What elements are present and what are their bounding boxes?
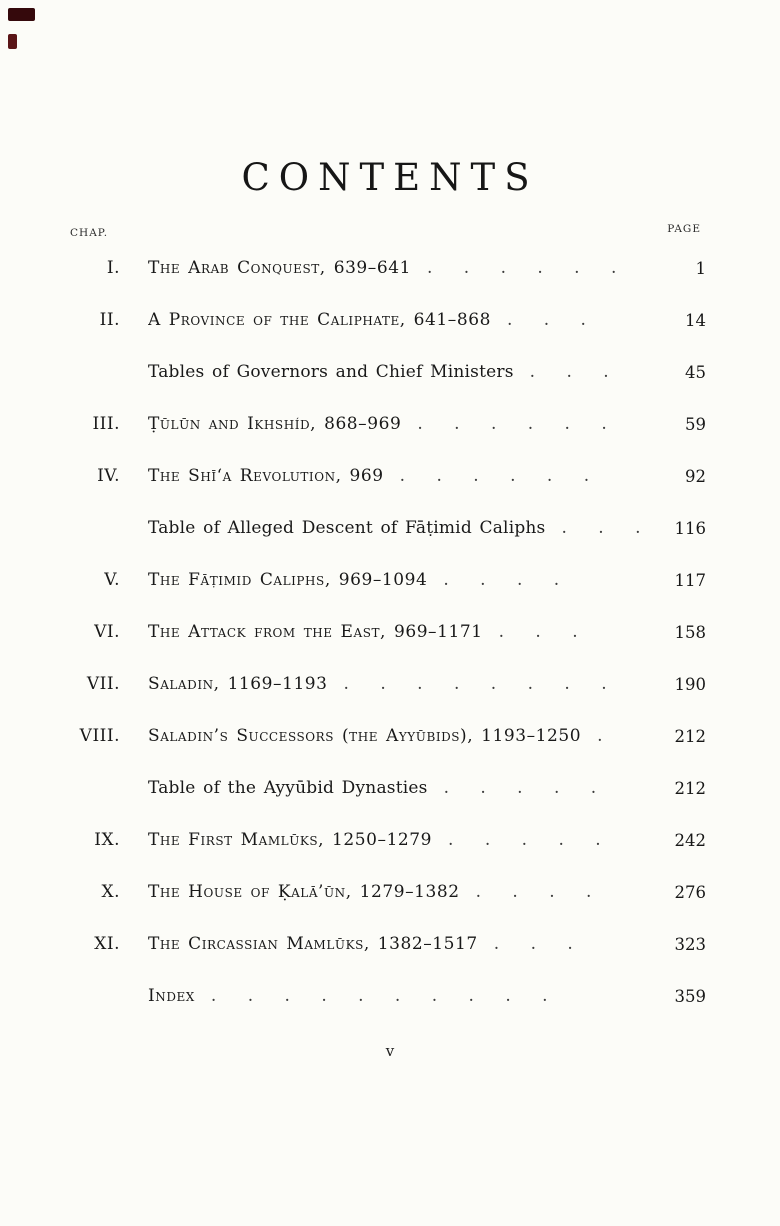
leader-dots: . . . . . . . . (343, 674, 607, 694)
page-number: 158 (674, 622, 706, 642)
entry-title: Table of Alleged Descent of Fāṭimid Caliphs (148, 518, 546, 538)
page-number: 116 (674, 518, 706, 538)
chapter-number: I. (106, 258, 120, 278)
page-number: 212 (674, 778, 706, 798)
toc-subentry (70, 762, 706, 814)
entry-title: Tables of Governors and Chief Ministers (148, 362, 514, 382)
chapter-number: VI. (94, 622, 120, 642)
leader-dots: . . . . . . (399, 466, 590, 486)
entry-title: The Shī‘a Revolution, 969 (148, 466, 384, 486)
table-of-contents (70, 242, 706, 1022)
entry-title: The First Mamlūks, 1250–1279 (148, 830, 433, 850)
leader-dots: . . . . (443, 570, 560, 590)
entry-title: The Attack from the East, 969–1171 (148, 622, 483, 642)
chapter-number: V. (104, 570, 120, 590)
scan-artifact-mark (8, 8, 35, 21)
leader-dots: . (597, 726, 603, 746)
leader-dots: . . . . (475, 882, 592, 902)
toc-entry (70, 866, 706, 918)
entry-title: Ṭūlūn and Ikhshíd, 868–969 (148, 414, 402, 434)
toc-entry (70, 710, 706, 762)
page-number: 45 (685, 362, 706, 382)
page-number: 212 (674, 726, 706, 746)
chapter-column-header: CHAP. (70, 227, 109, 239)
entry-title: A Province of the Caliphate, 641–868 (148, 310, 491, 330)
entry-title: Saladin, 1169–1193 (148, 674, 328, 694)
leader-dots: . . . . . . (426, 258, 617, 278)
toc-entry (70, 450, 706, 502)
chapter-number: VII. (86, 674, 120, 694)
toc-entry (70, 970, 706, 1022)
page-number: 14 (685, 310, 706, 330)
toc-entry (70, 658, 706, 710)
page-number: 1 (695, 258, 706, 278)
scan-artifact-mark (8, 34, 17, 49)
toc-entry (70, 398, 706, 450)
chapter-number: IX. (94, 830, 120, 850)
chapter-number: XI. (94, 934, 120, 954)
entry-title: Index (148, 986, 195, 1006)
entry-title: The Circassian Mamlūks, 1382–1517 (148, 934, 478, 954)
page-column-header: PAGE (667, 223, 701, 235)
chapter-number: II. (99, 310, 120, 330)
page-number: 323 (674, 934, 706, 954)
leader-dots: . . . . . . (417, 414, 607, 434)
leader-dots: . . . . . (448, 830, 601, 850)
leader-dots: . . . . . . . . . . (210, 986, 548, 1006)
leader-dots: . . . (529, 362, 609, 382)
page-number: 359 (674, 986, 706, 1006)
page-number: 59 (685, 414, 706, 434)
leader-dots: . . . (561, 518, 641, 538)
leader-dots: . . . . . (443, 778, 597, 798)
entry-title: Table of the Ayyūbid Dynasties (148, 778, 428, 798)
toc-entry (70, 918, 706, 970)
page-number: 92 (685, 466, 706, 486)
chapter-number: IV. (97, 466, 120, 486)
toc-entry (70, 814, 706, 866)
chapter-number: III. (92, 414, 120, 434)
leader-dots: . . . (493, 934, 573, 954)
toc-subentry (70, 346, 706, 398)
page-title: CONTENTS (241, 156, 539, 199)
folio-page-number: v (385, 1042, 395, 1060)
chapter-number: VIII. (79, 726, 120, 746)
leader-dots: . . . (506, 310, 586, 330)
chapter-number: X. (101, 882, 120, 902)
leader-dots: . . . (498, 622, 578, 642)
page-number: 276 (674, 882, 706, 902)
entry-title: The Arab Conquest, 639–641 (148, 258, 411, 278)
toc-entry (70, 242, 706, 294)
toc-entry (70, 606, 706, 658)
toc-entry (70, 554, 706, 606)
page-number: 190 (674, 674, 706, 694)
page-number: 117 (674, 570, 706, 590)
page-number: 242 (674, 830, 706, 850)
entry-title: The House of Ḳalā’ūn, 1279–1382 (148, 882, 460, 902)
toc-subentry (70, 502, 706, 554)
toc-entry (70, 294, 706, 346)
entry-title: The Fāṭimid Caliphs, 969–1094 (148, 570, 428, 590)
entry-title: Saladin’s Successors (the Ayyūbids), 1193–1250 (148, 726, 582, 746)
